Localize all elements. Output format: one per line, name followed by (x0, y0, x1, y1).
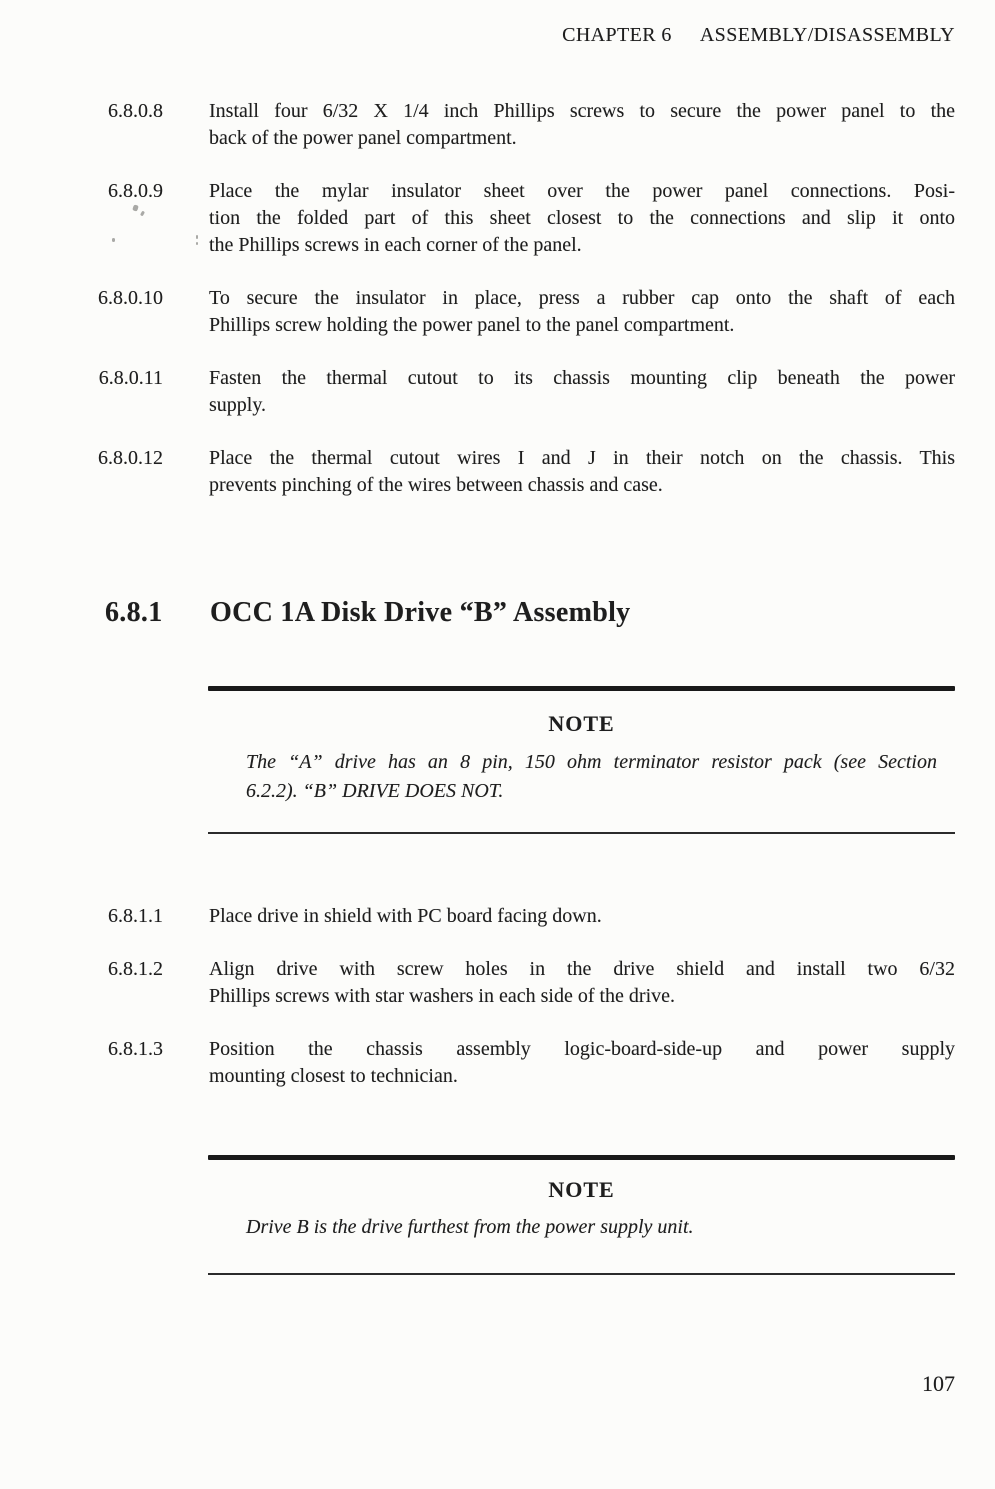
note-bottom-rule (208, 1273, 955, 1275)
page-number: 107 (922, 1371, 955, 1396)
step-item (0, 285, 955, 339)
step-text (209, 903, 955, 930)
step-number: 6.8.0.10 (98, 287, 163, 309)
step-number: 6.8.0.11 (98, 367, 163, 389)
step-item (0, 1036, 955, 1090)
section-number: 6.8.1 (105, 597, 163, 628)
section-title: OCC 1A Disk Drive “B” Assembly (210, 597, 631, 628)
note-block-drive-b (208, 1155, 955, 1275)
chapter-title: ASSEMBLY/DISASSEMBLY (699, 24, 955, 46)
step-number: 6.8.0.8 (108, 100, 163, 122)
step-text (209, 365, 955, 419)
note-title: NOTE (548, 711, 615, 736)
text-line: Phillips screw holding the power panel to the panel compartment. (209, 314, 735, 336)
step-item (0, 98, 955, 152)
text-line: Align drive with screw holes in the drive shield and install two 6/32 (209, 958, 955, 980)
text-line: To secure the insulator in place, press a rubber cap onto the shaft of each (209, 287, 955, 309)
note-text (246, 1213, 937, 1242)
step-item (0, 365, 955, 419)
note-title: NOTE (548, 1177, 615, 1202)
text-line: prevents pinching of the wires between chassis and case. (209, 474, 663, 496)
text-line: mounting closest to technician. (209, 1065, 458, 1087)
step-item (0, 178, 955, 259)
step-number: 6.8.0.12 (98, 447, 163, 469)
step-text (209, 98, 955, 152)
step-text (209, 285, 955, 339)
step-number: 6.8.1.3 (108, 1038, 163, 1060)
text-line: Place the mylar insulator sheet over the power panel connections. Posi- (209, 180, 955, 202)
step-item (0, 903, 955, 930)
scan-artifact (196, 235, 198, 239)
scan-artifact (196, 242, 198, 245)
text-line: The “A” drive has an 8 pin, 150 ohm terminator resistor pack (see Section (246, 751, 937, 773)
text-line: supply. (209, 394, 267, 416)
step-number: 6.8.1.2 (108, 958, 163, 980)
text-line: 6.2.2). “B” DRIVE DOES NOT. (246, 780, 504, 802)
text-line: Phillips screws with star washers in each side of the drive. (209, 985, 676, 1007)
note-top-rule (208, 686, 955, 691)
section-heading (105, 597, 630, 629)
text-line: the Phillips screws in each corner of the panel. (209, 234, 582, 256)
note-block-terminator (208, 686, 955, 834)
step-text (209, 445, 955, 499)
chapter-label: CHAPTER 6 (562, 24, 672, 46)
note-bottom-rule (208, 832, 955, 834)
step-item (0, 956, 955, 1010)
text-line: tion the folded part of this sheet closest to the connections and slip it onto (209, 207, 955, 229)
text-line: Fasten the thermal cutout to its chassis mounting clip beneath the power (209, 367, 955, 389)
note-top-rule (208, 1155, 955, 1160)
text-line: Place drive in shield with PC board facing down. (209, 905, 602, 927)
step-text (209, 178, 955, 259)
procedure-list-top (0, 98, 955, 525)
step-text (209, 1036, 955, 1090)
note-text (246, 748, 937, 806)
text-line: Place the thermal cutout wires I and J in their notch on the chassis. This (209, 447, 955, 469)
step-number: 6.8.1.1 (108, 905, 163, 927)
running-header (562, 24, 955, 47)
text-line: back of the power panel compartment. (209, 127, 517, 149)
text-line: Position the chassis assembly logic-board-side-up and power supply (209, 1038, 955, 1060)
text-line: Install four 6/32 X 1/4 inch Phillips screws to secure the power panel to the (209, 100, 955, 122)
scan-artifact (112, 238, 115, 242)
step-item (0, 445, 955, 499)
step-number: 6.8.0.9 (108, 180, 163, 202)
text-line: Drive B is the drive furthest from the power supply unit. (246, 1216, 694, 1238)
procedure-list-bottom (0, 903, 955, 1116)
step-text (209, 956, 955, 1010)
